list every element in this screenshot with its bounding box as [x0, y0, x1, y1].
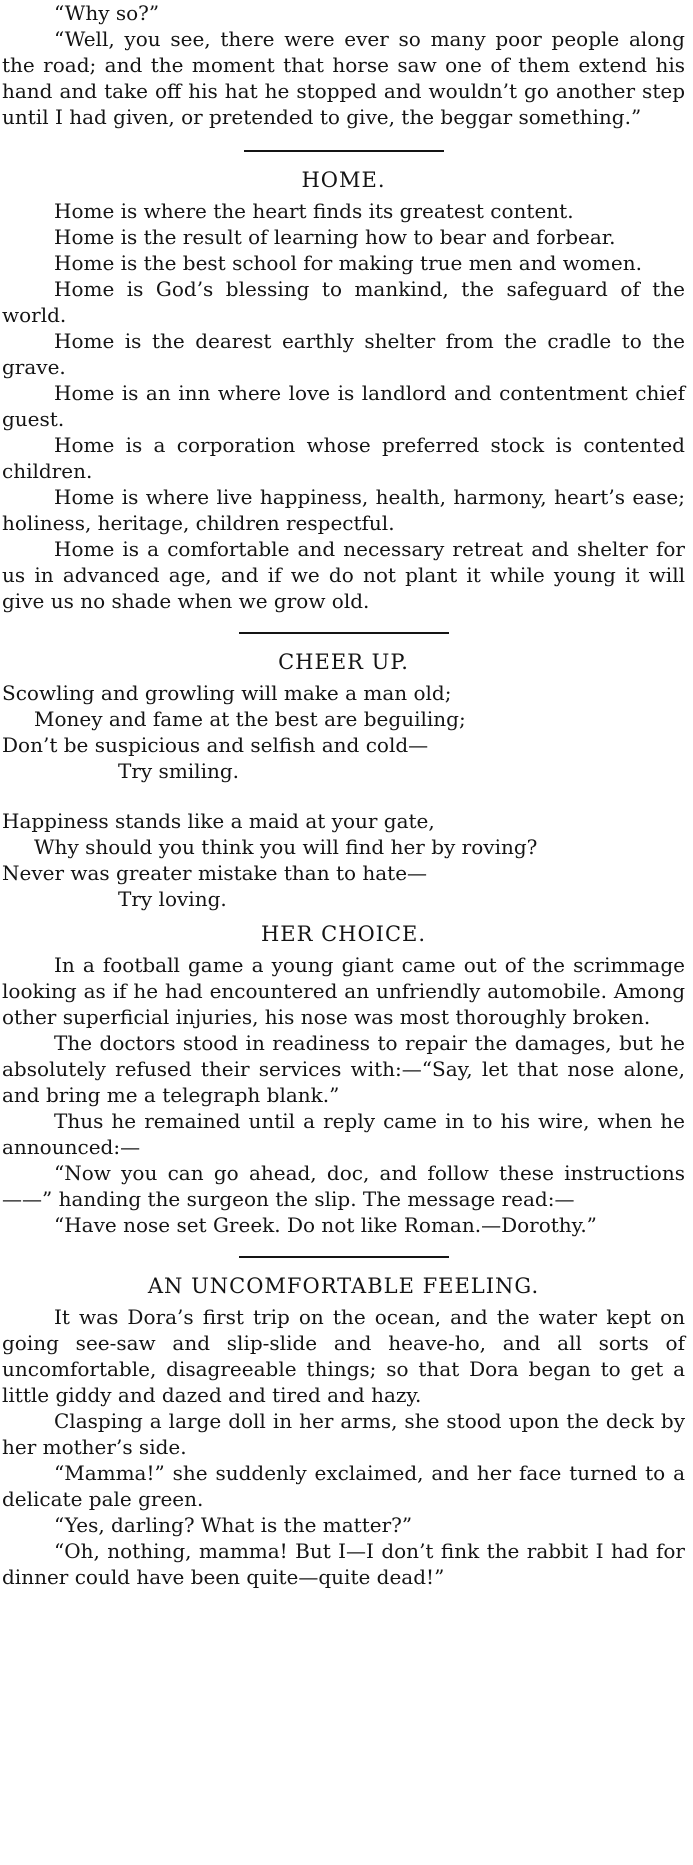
feeling-paragraph-3: “Mamma!” she suddenly exclaimed, and her face turned to a delicate pale green. [2, 1461, 685, 1511]
home-paragraph: Home is where the heart finds its greatest content. [54, 199, 574, 223]
choice-paragraph-2: The doctors stood in readiness to repair the damages, but he absolutely refused their services with:—“Say, let that nose alone, and bring me a telegraph blank.” [2, 1031, 685, 1107]
feeling-title: AN UNCOMFORTABLE FEELING. [147, 1274, 540, 1298]
poem-line: Money and fame at the best are beguiling; [34, 707, 466, 731]
feeling-paragraph-4: “Yes, darling? What is the matter?” [54, 1513, 413, 1537]
section-divider-1 [244, 150, 444, 152]
cheer-up-poem [2, 648, 685, 912]
feeling-paragraph-1: It was Dora’s first trip on the ocean, and the water kept on going see-saw and slip-slide and heave-ho, and all sorts of uncomfortable, disagreeable things; so that Dora began to get a little giddy and dazed and tired and hazy. [2, 1305, 685, 1407]
poem-line: Never was greater mistake than to hate— [2, 861, 428, 885]
home-paragraph: Home is the best school for making true men and women. [54, 251, 642, 275]
her-choice-section [2, 920, 685, 1238]
poem-line: Why should you think you will find her by roving? [34, 835, 538, 859]
poem-line: Try loving. [118, 887, 227, 911]
home-paragraph: Home is God’s blessing to mankind, the safeguard of the world. [2, 277, 685, 327]
section-divider-2 [239, 632, 449, 634]
choice-paragraph-3: Thus he remained until a reply came in to his wire, when he announced:— [2, 1109, 685, 1159]
intro-section [2, 0, 685, 130]
uncomfortable-feeling-section [2, 1272, 685, 1590]
poem-line: Happiness stands like a maid at your gate, [2, 809, 435, 833]
home-paragraph: Home is a corporation whose preferred stock is contented children. [2, 433, 685, 483]
home-paragraph: Home is an inn where love is landlord and contentment chief guest. [2, 381, 685, 431]
section-divider-3 [239, 1256, 449, 1258]
poem-line: Scowling and growling will make a man old; [2, 681, 452, 705]
stanza-gap [2, 784, 685, 808]
home-paragraph: Home is where live happiness, health, harmony, heart’s ease; holiness, heritage, children respectful. [2, 485, 685, 535]
choice-paragraph-4: “Now you can go ahead, doc, and follow these instructions——” handing the surgeon the slip. The message read:— [2, 1161, 685, 1211]
choice-paragraph-5: “Have nose set Greek. Do not like Roman.—Dorothy.” [54, 1213, 597, 1237]
home-paragraph: Home is the dearest earthly shelter from the cradle to the grave. [2, 329, 685, 379]
home-paragraph: Home is the result of learning how to bear and forbear. [54, 225, 616, 249]
poem-line: Try smiling. [118, 759, 240, 783]
feeling-paragraph-2: Clasping a large doll in her arms, she stood upon the deck by her mother’s side. [2, 1409, 685, 1459]
home-section [2, 166, 685, 614]
her-choice-title: HER CHOICE. [260, 922, 427, 946]
home-title: HOME. [301, 168, 386, 192]
home-paragraph: Home is a comfortable and necessary retreat and shelter for us in advanced age, and if we do not plant it while young it will give us no shade when we grow old. [2, 537, 685, 613]
intro-paragraph-1: “Why so?” [54, 1, 160, 25]
choice-paragraph-1: In a football game a young giant came out of the scrimmage looking as if he had encountered an unfriendly automobile. Among other superficial injuries, his nose was most thoroughly broken. [2, 953, 685, 1029]
poem-line: Don’t be suspicious and selfish and cold— [2, 733, 429, 757]
intro-paragraph-2: “Well, you see, there were ever so many poor people along the road; and the moment that horse saw one of them extend his hand and take off his hat he stopped and wouldn’t go another step until I had given, or pretended to give, the beggar something.” [2, 27, 685, 129]
cheer-up-title: CHEER UP. [278, 650, 409, 674]
feeling-paragraph-5: “Oh, nothing, mamma! But I—I don’t fink the rabbit I had for dinner could have been quite—quite dead!” [2, 1539, 685, 1589]
